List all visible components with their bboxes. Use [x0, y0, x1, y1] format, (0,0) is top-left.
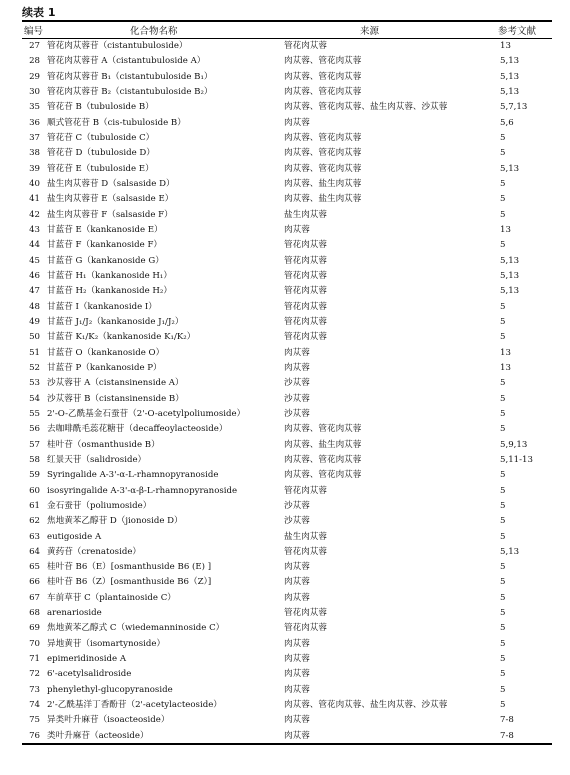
row-number: 66 — [29, 577, 40, 588]
row-number: 48 — [29, 301, 40, 312]
compound-name: 焦地黄苯乙醇式 C（wiedemanninoside C） — [47, 623, 225, 634]
source-species: 管花肉苁蓉 — [284, 623, 327, 634]
table-row — [0, 100, 570, 115]
reference: 5,13 — [500, 56, 520, 67]
source-species: 肉苁蓉 — [284, 117, 310, 128]
source-species: 管花肉苁蓉 — [284, 608, 327, 619]
source-species: 肉苁蓉、管花肉苁蓉 — [284, 163, 362, 174]
source-species: 肉苁蓉 — [284, 347, 310, 358]
compound-name: 盐生肉苁蓉苷 D（salsaside D） — [47, 178, 175, 189]
row-number: 46 — [29, 270, 40, 281]
row-number: 42 — [29, 209, 40, 220]
table-row — [0, 238, 570, 253]
compound-name: 桂叶苷 B6（Z）[osmanthuside B6（Z）] — [47, 577, 212, 588]
source-species: 肉苁蓉、管花肉苁蓉 — [284, 424, 362, 435]
row-number: 36 — [29, 117, 40, 128]
compound-name: 管花苷 E（tubuloside E） — [47, 163, 154, 174]
reference: 5,13 — [500, 255, 520, 266]
row-number: 43 — [29, 224, 40, 235]
row-number: 62 — [29, 516, 40, 527]
table-row — [0, 330, 570, 345]
table-row — [0, 376, 570, 391]
table-row — [0, 667, 570, 682]
reference: 7-8 — [500, 715, 514, 726]
bottom-rule — [22, 743, 552, 745]
compound-name: 甘蓝苷 I（kankanoside I） — [47, 301, 157, 312]
row-number: 39 — [29, 163, 40, 174]
source-species: 肉苁蓉 — [284, 654, 310, 665]
reference: 5 — [500, 470, 506, 481]
reference: 13 — [500, 362, 511, 373]
header-references: 参考文献 — [498, 26, 537, 37]
source-species: 管花肉苁蓉 — [284, 301, 327, 312]
compound-name: 甘蓝苷 O（kankanoside O） — [47, 347, 165, 358]
table-row — [0, 392, 570, 407]
compound-name: 沙苁蓉苷 A（cistansinenside A） — [47, 378, 184, 389]
source-species: 肉苁蓉 — [284, 577, 310, 588]
compound-name: phenylethyl-glucopyranoside — [47, 684, 173, 695]
row-number: 73 — [29, 684, 40, 695]
reference: 5,13 — [500, 286, 520, 297]
reference: 5 — [500, 638, 506, 649]
table-row — [0, 361, 570, 376]
row-number: 63 — [29, 531, 40, 542]
source-species: 管花肉苁蓉 — [284, 240, 327, 251]
reference: 5 — [500, 148, 506, 159]
row-number: 68 — [29, 608, 40, 619]
row-number: 64 — [29, 546, 40, 557]
table-row — [0, 70, 570, 85]
reference: 5 — [500, 516, 506, 527]
compound-name: 顺式管花苷 B（cis-tubuloside B） — [47, 117, 186, 128]
header-number: 编号 — [24, 26, 44, 37]
row-number: 53 — [29, 378, 40, 389]
compound-name: 管花肉苁蓉苷 B₂（cistantubuloside B₂） — [47, 86, 213, 97]
compound-name: 管花肉苁蓉苷（cistantubuloside） — [47, 41, 188, 51]
compound-name: Syringalide A-3'-α-L-rhamnopyranoside — [47, 470, 219, 481]
reference: 5 — [500, 500, 506, 511]
compound-name: 6'-acetylsalidroside — [47, 669, 132, 680]
row-number: 37 — [29, 132, 40, 143]
compound-name: 管花苷 C（tubuloside C） — [47, 132, 155, 143]
reference: 5 — [500, 608, 506, 619]
row-number: 41 — [29, 194, 40, 205]
table-row — [0, 713, 570, 728]
table-row — [0, 407, 570, 422]
compound-name: 管花苷 B（tubuloside B） — [47, 102, 154, 113]
compound-name: 甘蓝苷 G（kankanoside G） — [47, 255, 164, 266]
source-species: 肉苁蓉、盐生肉苁蓉 — [284, 178, 362, 189]
reference: 7-8 — [500, 730, 514, 741]
source-species: 沙苁蓉 — [284, 408, 310, 419]
source-species: 肉苁蓉、管花肉苁蓉 — [284, 132, 362, 143]
table-row — [0, 545, 570, 560]
table-row — [0, 575, 570, 590]
source-species: 盐生肉苁蓉 — [284, 531, 327, 542]
row-number: 58 — [29, 454, 40, 465]
reference: 5,13 — [500, 270, 520, 281]
compound-name: 桂叶苷 B6（E）[osmanthuside B6 (E) ] — [47, 562, 212, 573]
table-row — [0, 177, 570, 192]
compound-name: 2'-O-乙酰基金石蚕苷（2'-O-acetylpoliumoside） — [47, 408, 246, 419]
table-row — [0, 254, 570, 269]
table-row — [0, 683, 570, 698]
reference: 5 — [500, 332, 506, 343]
source-species: 沙苁蓉 — [284, 378, 310, 389]
row-number: 47 — [29, 286, 40, 297]
compound-name: 甘蓝苷 K₁/K₂（kankanoside K₁/K₂） — [47, 332, 196, 343]
compound-name: 管花肉苁蓉苷 A（cistantubuloside A） — [47, 56, 206, 67]
reference: 5 — [500, 209, 506, 220]
reference: 13 — [500, 41, 511, 51]
table-row — [0, 146, 570, 161]
reference: 5 — [500, 485, 506, 496]
compound-name: 金石蚕苷（poliumoside） — [47, 500, 152, 511]
reference: 5 — [500, 393, 506, 404]
reference: 5 — [500, 301, 506, 312]
source-species: 肉苁蓉、管花肉苁蓉 — [284, 86, 362, 97]
reference: 5 — [500, 194, 506, 205]
header-compound-name: 化合物名称 — [130, 26, 178, 37]
reference: 5,9,13 — [500, 439, 528, 450]
source-species: 管花肉苁蓉 — [284, 270, 327, 281]
compound-name: 2'-乙酰基洋丁香酚苷（2'-acetylacteoside） — [47, 700, 222, 711]
table-row — [0, 453, 570, 468]
source-species: 管花肉苁蓉 — [284, 485, 327, 496]
reference: 5 — [500, 654, 506, 665]
row-number: 35 — [29, 102, 40, 113]
table-row — [0, 116, 570, 131]
reference: 5 — [500, 240, 506, 251]
top-rule — [22, 20, 552, 22]
compound-name: 管花苷 D（tubuloside D） — [47, 148, 155, 159]
reference: 5 — [500, 531, 506, 542]
source-species: 肉苁蓉 — [284, 224, 310, 235]
table-row — [0, 223, 570, 238]
compound-name: 车前草苷 C（plantainoside C） — [47, 592, 176, 603]
table-row — [0, 438, 570, 453]
compound-name: 焦地黄苯乙醇苷 D（jionoside D） — [47, 516, 183, 527]
reference: 5 — [500, 316, 506, 327]
reference: 5 — [500, 178, 506, 189]
reference: 5 — [500, 408, 506, 419]
table-row — [0, 484, 570, 499]
compound-name: isosyringalide A-3'-α-β-L-rhamnopyranoside — [47, 485, 238, 496]
row-number: 70 — [29, 638, 40, 649]
table-row — [0, 162, 570, 177]
compound-name: 红景天苷（salidroside） — [47, 454, 147, 465]
row-number: 27 — [29, 41, 40, 51]
reference: 5 — [500, 577, 506, 588]
compound-name: 异地黄苷（isomartynoside） — [47, 638, 166, 649]
source-species: 肉苁蓉 — [284, 592, 310, 603]
source-species: 肉苁蓉 — [284, 730, 310, 741]
compound-name: 甘蓝苷 H₁（kankanoside H₁） — [47, 270, 172, 281]
reference: 5 — [500, 132, 506, 143]
reference: 5,6 — [500, 117, 514, 128]
reference: 5 — [500, 592, 506, 603]
table-row — [0, 468, 570, 483]
row-number: 67 — [29, 592, 40, 603]
table-row — [0, 530, 570, 545]
table-row — [0, 54, 570, 69]
row-number: 38 — [29, 148, 40, 159]
header-source: 来源 — [360, 26, 380, 37]
row-number: 28 — [29, 56, 40, 67]
source-species: 沙苁蓉 — [284, 500, 310, 511]
compound-name: 沙苁蓉苷 B（cistansinenside B） — [47, 393, 184, 404]
table-caption: 续表 1 — [22, 6, 56, 19]
source-species: 肉苁蓉 — [284, 362, 310, 373]
source-species: 沙苁蓉 — [284, 393, 310, 404]
row-number: 69 — [29, 623, 40, 634]
row-number: 52 — [29, 362, 40, 373]
compound-name: arenarioside — [47, 608, 102, 619]
row-number: 45 — [29, 255, 40, 266]
source-species: 盐生肉苁蓉 — [284, 209, 327, 220]
source-species: 管花肉苁蓉 — [284, 41, 327, 51]
table-row — [0, 514, 570, 529]
source-species: 肉苁蓉 — [284, 684, 310, 695]
reference: 5,7,13 — [500, 102, 528, 113]
row-number: 71 — [29, 654, 40, 665]
reference: 5 — [500, 700, 506, 711]
row-number: 40 — [29, 178, 40, 189]
table-row — [0, 131, 570, 146]
source-species: 管花肉苁蓉 — [284, 286, 327, 297]
row-number: 72 — [29, 669, 40, 680]
compound-name: 类叶升麻苷（acteoside） — [47, 730, 149, 741]
reference: 13 — [500, 347, 511, 358]
compound-name: 甘蓝苷 F（kankanoside F） — [47, 240, 163, 251]
row-number: 54 — [29, 393, 40, 404]
reference: 5,11-13 — [500, 454, 533, 465]
source-species: 肉苁蓉、管花肉苁蓉 — [284, 454, 362, 465]
reference: 5 — [500, 623, 506, 634]
row-number: 75 — [29, 715, 40, 726]
row-number: 30 — [29, 86, 40, 97]
row-number: 61 — [29, 500, 40, 511]
compound-name: eutigoside A — [47, 531, 102, 542]
compound-name: 管花肉苁蓉苷 B₁（cistantubuloside B₁） — [47, 71, 213, 82]
source-species: 肉苁蓉 — [284, 669, 310, 680]
compound-name: 桂叶苷（osmanthuside B） — [47, 439, 160, 450]
table-row — [0, 208, 570, 223]
row-number: 51 — [29, 347, 40, 358]
source-species: 肉苁蓉、管花肉苁蓉 — [284, 148, 362, 159]
source-species: 肉苁蓉、管花肉苁蓉、盐生肉苁蓉、沙苁蓉 — [284, 700, 448, 711]
table-row — [0, 269, 570, 284]
source-species: 管花肉苁蓉 — [284, 546, 327, 557]
source-species: 肉苁蓉、管花肉苁蓉 — [284, 71, 362, 82]
compound-name: 去咖啡酰毛蕊花糖苷（decaffeoylacteoside） — [47, 424, 228, 435]
table-body — [0, 39, 570, 744]
source-species: 肉苁蓉 — [284, 562, 310, 573]
compound-name: 黄药苷（crenatoside） — [47, 546, 142, 557]
compound-name: 甘蓝苷 H₂（kankanoside H₂） — [47, 286, 172, 297]
reference: 5,13 — [500, 546, 520, 557]
table-row — [0, 499, 570, 514]
source-species: 管花肉苁蓉 — [284, 316, 327, 327]
row-number: 76 — [29, 730, 40, 741]
compound-name: 异类叶升麻苷（isoacteoside） — [47, 715, 170, 726]
compound-name: 盐生肉苁蓉苷 F（salsaside F） — [47, 209, 173, 220]
source-species: 肉苁蓉、管花肉苁蓉、盐生肉苁蓉、沙苁蓉 — [284, 102, 448, 113]
table-row — [0, 560, 570, 575]
table-row — [0, 591, 570, 606]
table-row — [0, 315, 570, 330]
row-number: 56 — [29, 424, 40, 435]
reference: 5 — [500, 424, 506, 435]
row-number: 44 — [29, 240, 40, 251]
source-species: 肉苁蓉、管花肉苁蓉 — [284, 470, 362, 481]
compound-name: 甘蓝苷 P（kankanoside P） — [47, 362, 162, 373]
row-number: 29 — [29, 71, 40, 82]
table-row — [0, 192, 570, 207]
table-row — [0, 422, 570, 437]
table-row — [0, 346, 570, 361]
compound-name: 甘蓝苷 J₁/J₂（kankanoside J₁/J₂） — [47, 316, 184, 327]
table-row — [0, 652, 570, 667]
reference: 13 — [500, 224, 511, 235]
compound-name: 甘蓝苷 E（kankanoside E） — [47, 224, 163, 235]
table-row — [0, 637, 570, 652]
compound-name: 盐生肉苁蓉苷 E（salsaside E） — [47, 194, 174, 205]
reference: 5,13 — [500, 163, 520, 174]
reference: 5,13 — [500, 86, 520, 97]
row-number: 59 — [29, 470, 40, 481]
row-number: 50 — [29, 332, 40, 343]
row-number: 60 — [29, 485, 40, 496]
table-row — [0, 85, 570, 100]
reference: 5 — [500, 669, 506, 680]
reference: 5 — [500, 562, 506, 573]
row-number: 74 — [29, 700, 40, 711]
source-species: 肉苁蓉、盐生肉苁蓉 — [284, 194, 362, 205]
source-species: 沙苁蓉 — [284, 516, 310, 527]
table-row — [0, 621, 570, 636]
compound-name: epimeridinoside A — [47, 654, 127, 665]
source-species: 管花肉苁蓉 — [284, 255, 327, 266]
reference: 5 — [500, 684, 506, 695]
source-species: 肉苁蓉、管花肉苁蓉 — [284, 56, 362, 67]
table-row — [0, 606, 570, 621]
source-species: 肉苁蓉 — [284, 715, 310, 726]
row-number: 65 — [29, 562, 40, 573]
table-row — [0, 729, 570, 744]
table-row — [0, 284, 570, 299]
table-row — [0, 698, 570, 713]
reference: 5,13 — [500, 71, 520, 82]
source-species: 管花肉苁蓉 — [284, 332, 327, 343]
source-species: 肉苁蓉 — [284, 638, 310, 649]
row-number: 49 — [29, 316, 40, 327]
row-number: 55 — [29, 408, 40, 419]
row-number: 57 — [29, 439, 40, 450]
reference: 5 — [500, 378, 506, 389]
table-row — [0, 39, 570, 54]
source-species: 肉苁蓉、盐生肉苁蓉 — [284, 439, 362, 450]
table-row — [0, 300, 570, 315]
